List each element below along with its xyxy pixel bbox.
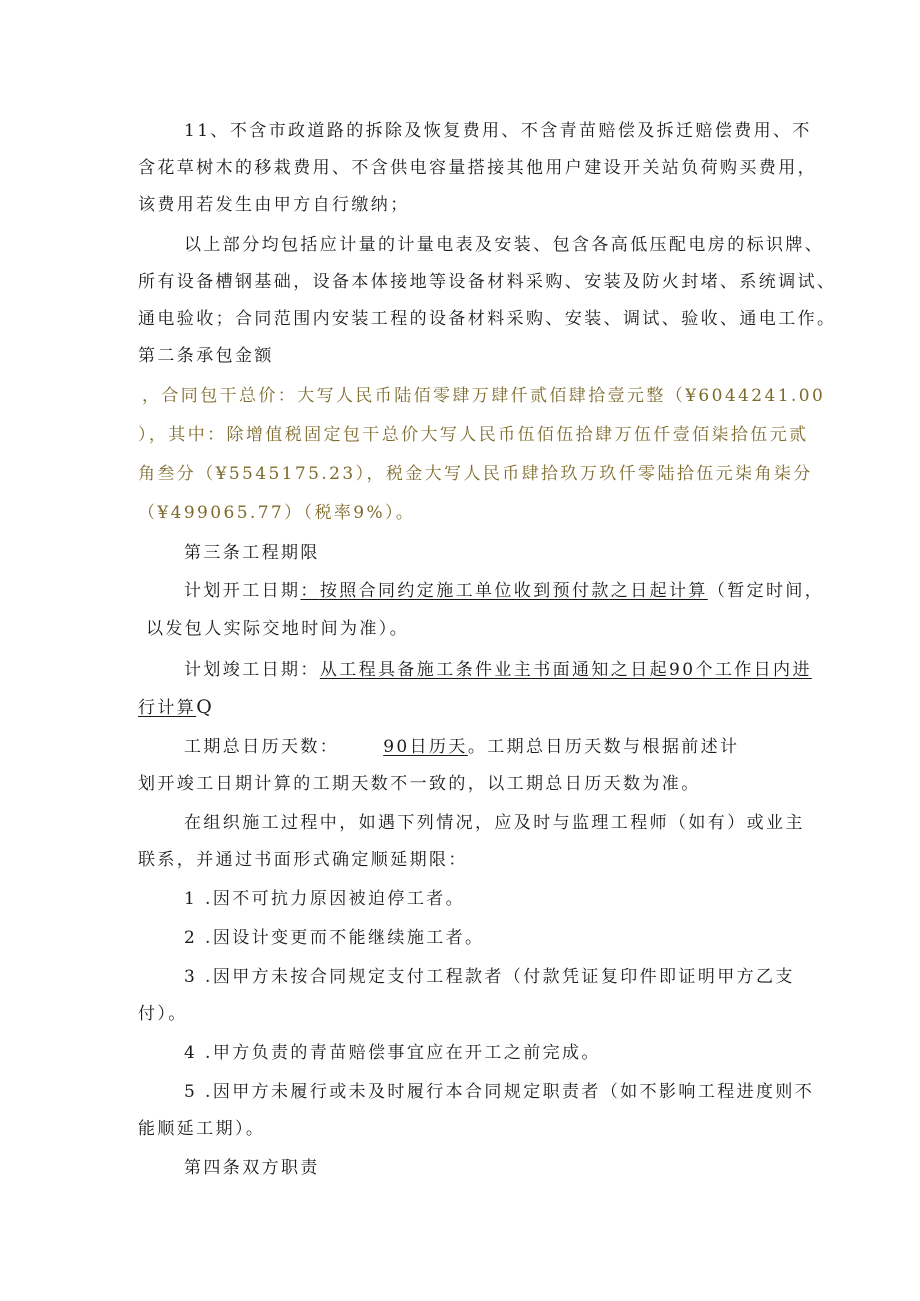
scope-line3: 通电验收；合同范围内安装工程的设备材料采购、安装、调试、验收、通电工作。: [138, 309, 837, 329]
end-date-value-cont: 行计算: [138, 698, 197, 718]
list-item-5-cont: 能顺延工期）。: [138, 1119, 266, 1139]
list-item-4: 4 .甲方负责的青苗赔偿事宜应在开工之前完成。: [184, 1043, 601, 1063]
start-date-note: （暂定时间，: [707, 581, 825, 601]
article3-title: 第三条工程期限: [184, 543, 320, 563]
para11-line3: 该费用若发生由甲方自行缴纳；: [138, 195, 410, 215]
end-date-line2: [138, 696, 214, 719]
start-date-note-line2: 以发包人实际交地时间为准）。: [146, 619, 410, 639]
list-item-2: 2 .因设计变更而不能继续施工者。: [184, 928, 485, 948]
total-days-label: 工期总日历天数：: [184, 737, 340, 757]
para11-line2: 含花草树木的移栽费用、不含供电容量搭接其他用户建设开关站负荷购买费用，: [138, 158, 817, 178]
list-item-3-cont: 付）。: [138, 1004, 188, 1024]
start-date-value: 按照合同约定施工单位收到预付款之日起计算: [319, 581, 708, 601]
para11-line1: 11、不含市政道路的拆除及恢复费用、不含青苗赔偿及拆迁赔偿费用、不: [184, 121, 812, 141]
list-item-1: 1 .因不可抗力原因被迫停工者。: [184, 889, 466, 909]
price-line3: 角叁分（¥5545175.23），税金大写人民币肆拾玖万玖仟零陆拾伍元柒角柒分: [138, 464, 813, 484]
total-days-rest: 。工期总日历天数与根据前述计: [467, 737, 740, 757]
condition-line2: 联系，并通过书面形式确定顺延期限：: [138, 850, 468, 870]
start-date-label: 计划开工日期: [184, 581, 301, 601]
condition-line1: 在组织施工过程中，如遇下列情况，应及时与监理工程师（如有）或业主: [184, 813, 805, 833]
scope-line2: 所有设备槽钢基础，设备本体接地等设备材料采购、安装及防火封堵、系统调试、: [138, 272, 837, 292]
price-line4: （¥499065.77）（税率9%）。: [138, 503, 416, 523]
total-days-line2: 划开竣工日期计算的工期天数不一致的，以工期总日历天数为准。: [138, 774, 701, 794]
article4-title: 第四条双方职责: [184, 1158, 320, 1178]
end-date-tail: Q: [196, 696, 215, 718]
price-line1: ，合同包干总价：大写人民币陆佰零肆万肆仟贰佰肆拾壹元整（¥6044241.00: [142, 386, 826, 406]
end-date-value: 从工程具备施工条件业主书面通知之日起90个工作日内进: [319, 660, 812, 680]
start-date-line: [184, 580, 824, 602]
price-line2: ），其中：除增值税固定包干总价大写人民币伍佰伍拾肆万伍仟壹佰柒拾伍元贰: [138, 425, 809, 445]
start-date-colon: ：: [300, 581, 320, 601]
total-days-line: [184, 736, 739, 758]
list-item-3: 3 .因甲方未按合同规定支付工程款者（付款凭证复印件即证明甲方乙支: [184, 967, 795, 987]
scope-line1: 以上部分均包括应计量的计量电表及安装、包含各高低压配电房的标识牌、: [184, 235, 825, 255]
end-date-label: 计划竣工日期：: [184, 660, 320, 680]
end-date-line: [184, 659, 812, 681]
article2-title: 第二条承包金额: [138, 346, 274, 366]
total-days-value: 90日历天: [383, 737, 468, 757]
list-item-5: 5 .因甲方未履行或未及时履行本合同规定职责者（如不影响工程进度则不: [184, 1082, 815, 1102]
